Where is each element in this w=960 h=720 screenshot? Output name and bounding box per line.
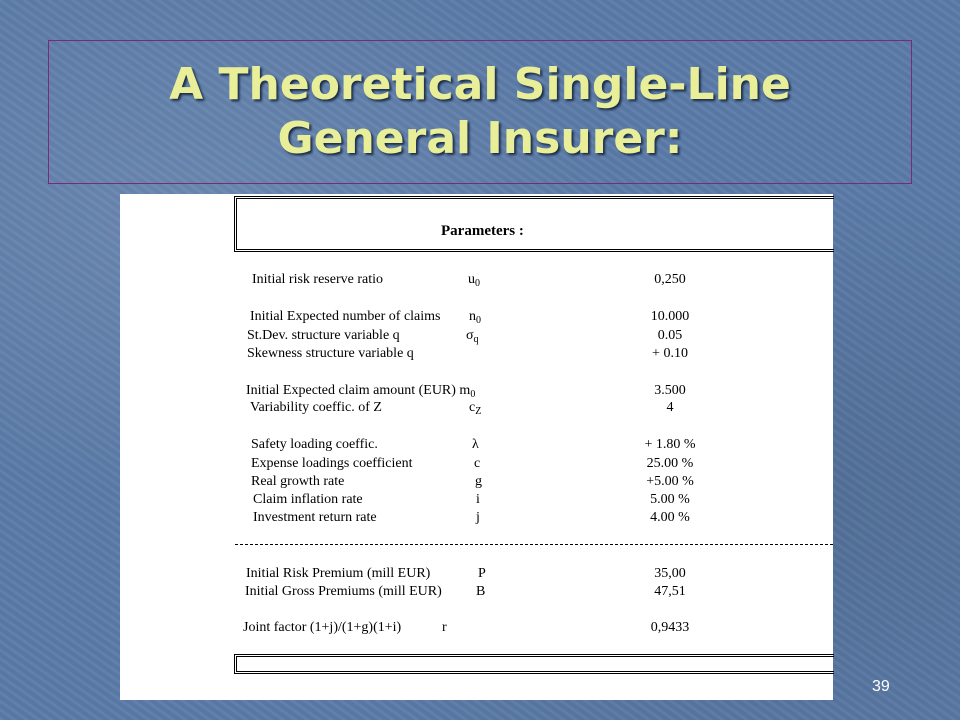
table-header-box <box>234 196 834 252</box>
row-value: 5.00 % <box>650 492 690 507</box>
row-symbol: j <box>476 510 480 525</box>
slide-title-line-2: General Insurer: <box>277 113 683 164</box>
title-box <box>48 40 912 184</box>
row-value: 25.00 % <box>646 456 694 471</box>
dashed-divider <box>235 544 833 545</box>
row-value: 47,51 <box>654 584 686 599</box>
row-label: Initial Gross Premiums (mill EUR) <box>245 584 442 599</box>
row-label: Safety loading coeffic. <box>251 437 378 452</box>
row-symbol: $\sigma_q$ <box>466 328 479 345</box>
row-symbol: λ <box>472 437 479 452</box>
row-value: 4 <box>666 400 674 415</box>
row-label: Initial Expected number of claims <box>250 309 441 324</box>
row-value: 0.05 <box>657 328 683 343</box>
row-value: 3.500 <box>654 383 686 398</box>
row-symbol: c <box>474 456 481 471</box>
row-value: 10.000 <box>650 309 690 324</box>
row-label: Variability coeffic. of Z <box>250 400 382 415</box>
parameters-table <box>120 194 833 700</box>
row-symbol: $u_0$ <box>468 272 480 289</box>
row-label: Initial Expected claim amount (EUR) $m_0$ <box>246 383 476 400</box>
row-symbol: B <box>476 584 486 599</box>
row-value: 4.00 % <box>650 510 690 525</box>
row-label: St.Dev. structure variable q <box>247 328 400 343</box>
row-symbol: r <box>442 620 447 635</box>
row-label: Investment return rate <box>253 510 377 525</box>
row-label: Claim inflation rate <box>253 492 363 507</box>
row-value: 0,9433 <box>650 620 690 635</box>
row-label: Real growth rate <box>251 474 345 489</box>
page-number: 39 <box>872 678 890 695</box>
row-value: 35,00 <box>654 566 686 581</box>
row-label: Joint factor (1+j)/(1+g)(1+i) <box>243 620 402 635</box>
table-header: Parameters : <box>441 223 524 239</box>
slide-title-line-1: A Theoretical Single-Line <box>169 59 791 110</box>
row-symbol: $c_Z$ <box>469 400 482 417</box>
row-label: Initial risk reserve ratio <box>252 272 384 287</box>
row-symbol: $n_0$ <box>469 309 481 326</box>
table-footer-box <box>234 654 834 674</box>
row-symbol: i <box>476 492 480 507</box>
row-label: Skewness structure variable q <box>247 346 414 361</box>
row-value: + 0.10 <box>652 346 688 361</box>
row-label: Expense loadings coefficient <box>251 456 413 471</box>
row-value: + 1.80 % <box>644 437 696 452</box>
row-symbol: P <box>478 566 486 581</box>
row-symbol: g <box>475 474 482 489</box>
row-value: +5.00 % <box>646 474 694 489</box>
row-value: 0,250 <box>654 272 686 287</box>
row-label: Initial Risk Premium (mill EUR) <box>246 566 431 581</box>
